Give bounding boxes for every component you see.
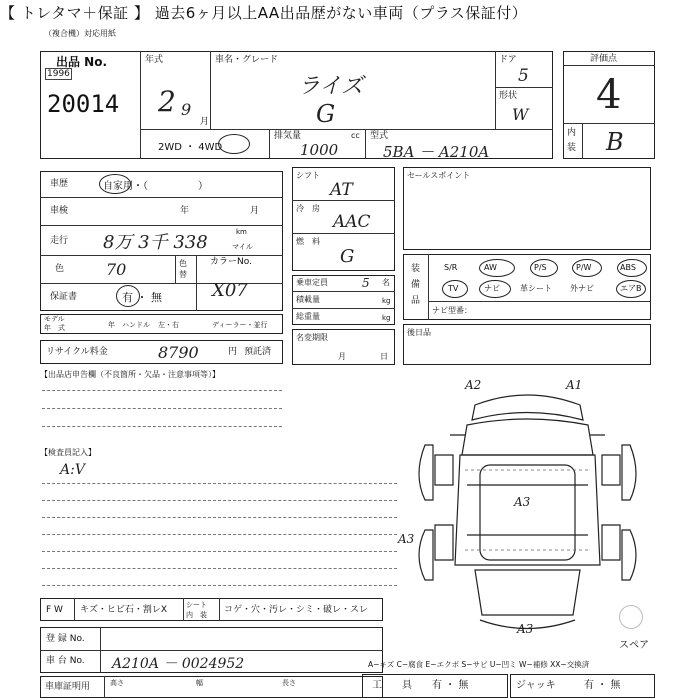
condition-scratch: キズ・ヒビ石・割レX xyxy=(80,605,167,615)
mileage-label: 走行 xyxy=(50,236,69,246)
cert-height: 高さ xyxy=(110,679,124,687)
color-label: 色 xyxy=(55,264,65,274)
drive-options: 2WD ・ 4WD xyxy=(158,142,223,153)
mark-a3-center: A3 xyxy=(514,495,531,509)
gross-unit: kg xyxy=(382,314,391,322)
capacity-label: 乗車定員 xyxy=(296,278,328,287)
condition-seat-items: コゲ・穴・汚レ・シミ・破レ・スレ xyxy=(224,605,369,615)
model-name: ライズ xyxy=(298,74,364,99)
history-label: 車歴 xyxy=(50,179,69,189)
interior-value: B xyxy=(606,128,624,156)
shape-value: W xyxy=(512,105,529,124)
recycle-note: 預託済 xyxy=(244,347,272,357)
tools-options: 有 ・ 無 xyxy=(432,680,469,691)
condition-fw: F W xyxy=(46,605,63,615)
equip-ps: P/S xyxy=(534,263,547,272)
mileage-unit-mile: マイル xyxy=(232,243,253,251)
chassis-value: A210A － 0024952 xyxy=(112,656,245,672)
cert-width: 幅 xyxy=(196,679,203,687)
shape-label: 形状 xyxy=(499,91,518,101)
equipment-label-1: 装 xyxy=(411,264,421,274)
capacity-unit: 名 xyxy=(382,278,390,287)
name-change-month: 月 xyxy=(338,352,346,361)
recycle-unit: 円 xyxy=(228,347,238,357)
equipment-label-2: 備 xyxy=(411,280,421,290)
spare-circle xyxy=(619,605,643,629)
fuel-label: 燃 料 xyxy=(296,237,320,246)
equipment-label-3: 品 xyxy=(411,296,421,306)
name-change-day: 日 xyxy=(380,352,388,361)
equip-tv: TV xyxy=(448,284,459,293)
model-year-lr: 左・右 xyxy=(158,321,179,329)
history-options: 自家用・（ ） xyxy=(103,181,208,192)
registration-label: 登 録 No. xyxy=(46,634,85,644)
equip-navi-model: ナビ型番： xyxy=(432,306,472,315)
equip-airbag-circle xyxy=(616,280,646,298)
model-year-label-1: モデル xyxy=(44,315,65,323)
warranty-options: 有 ・ 無 xyxy=(122,291,162,304)
equip-abs-circle xyxy=(617,259,647,277)
post-date-label: 後日品 xyxy=(407,328,431,337)
lot-number: 20014 xyxy=(47,90,120,118)
equip-navi: ナビ xyxy=(484,284,500,293)
model-year-year: 年 xyxy=(108,321,115,329)
sheet-subtitle: （複合機）対応用紙 xyxy=(44,29,116,38)
equip-ext-navi: 外ナビ xyxy=(570,284,594,293)
ac-label: 冷 房 xyxy=(296,204,320,213)
mark-a1: A1 xyxy=(566,378,583,392)
cert-length: 長さ xyxy=(282,679,296,687)
lot-stamp: 1996 xyxy=(47,69,70,79)
jack-options: 有 ・ 無 xyxy=(584,680,621,691)
color-code: X07 xyxy=(212,280,248,301)
cert-row xyxy=(40,676,383,698)
shift-label: シフト xyxy=(296,171,320,180)
displacement-unit: cc xyxy=(351,131,360,140)
equip-ps-circle xyxy=(530,259,558,277)
sheet-banner: 【 トレタマ＋保証 】 過去6ヶ月以上AA出品歴がない車両（プラス保証付） xyxy=(0,0,700,27)
mark-a2: A2 xyxy=(465,378,482,392)
history-circle xyxy=(99,174,131,194)
ac-value: AAC xyxy=(333,212,371,232)
door-value: 5 xyxy=(518,66,529,86)
load-unit: kg xyxy=(382,297,391,305)
tools-label: 工 具 xyxy=(372,680,412,691)
year-month-label: 月 xyxy=(200,117,210,127)
year-label: 年式 xyxy=(145,55,164,65)
model-grade: G xyxy=(316,100,336,128)
model-year-label-2: 年 式 xyxy=(44,324,65,332)
condition-seat-2: 内 装 xyxy=(186,611,207,619)
mileage-value: 8万 3千 338 xyxy=(103,232,208,253)
equip-pw: P/W xyxy=(576,263,592,272)
displacement-label: 排気量 xyxy=(274,131,302,141)
displacement-value: 1000 xyxy=(300,141,339,159)
equip-navi-circle xyxy=(479,280,511,298)
equip-tv-circle xyxy=(442,280,468,298)
equip-leather: 革シート xyxy=(520,284,552,293)
drive-4wd-circle xyxy=(218,134,250,154)
score-label: 評価点 xyxy=(590,54,618,64)
model-year-dealer: ディーラー・並行 xyxy=(212,321,268,329)
inspection-label: 車検 xyxy=(50,206,69,216)
mark-a3-left: A3 xyxy=(398,532,415,546)
equip-sr: S/R xyxy=(444,263,458,272)
inspector-note: A:V xyxy=(60,462,85,478)
gross-label: 総重量 xyxy=(296,312,320,321)
spare-label: スペア xyxy=(619,640,649,651)
score-value: 4 xyxy=(596,72,622,118)
model-label: 車名・グレード xyxy=(215,55,279,65)
chassis-label: 車 台 No. xyxy=(46,656,85,666)
color-code-label: カラーNo. xyxy=(210,257,252,267)
inspection-month: 月 xyxy=(250,206,260,216)
mileage-unit-km: km xyxy=(236,228,247,236)
report-label: 【出品店申告欄（不良箇所・欠品・注意事項等）】 xyxy=(40,370,220,379)
warranty-label: 保証書 xyxy=(50,292,78,302)
equip-aw-circle xyxy=(479,259,515,277)
model-year-handle: ハンドル xyxy=(122,321,150,329)
equip-abs: ABS xyxy=(620,263,636,272)
car-diagram xyxy=(405,375,650,645)
door-label: ドア xyxy=(499,55,517,65)
equip-airbag: エアB xyxy=(620,284,642,293)
color-value: 70 xyxy=(106,260,127,279)
load-label: 積載量 xyxy=(296,295,320,304)
mark-a3-bottom: A3 xyxy=(517,622,534,636)
sales-point-label: セールスポイント xyxy=(407,171,471,180)
fuel-value: G xyxy=(340,246,355,267)
name-change-label: 名変期限 xyxy=(296,333,328,342)
post-date-box xyxy=(403,324,651,365)
legend-text: A−キズ C−腐食 E−エクボ S−サビ U−凹ミ W−補修 XX−交換済 xyxy=(368,660,590,669)
type-label: 型式 xyxy=(370,131,389,141)
warranty-circle xyxy=(116,285,140,307)
interior-label-2: 装 xyxy=(567,143,577,153)
inspector-label: 【検査員記入】 xyxy=(40,448,96,457)
equip-aw: AW xyxy=(484,263,497,272)
condition-seat-1: シート xyxy=(186,601,207,609)
year-era-value: 2 xyxy=(158,85,176,118)
recycle-label: リサイクル料金 xyxy=(46,347,108,357)
inspection-year: 年 xyxy=(180,206,190,216)
jack-label: ジャッキ xyxy=(516,680,556,691)
color-change-2: 替 xyxy=(179,270,187,279)
capacity-value: 5 xyxy=(362,276,370,290)
recycle-value: 8790 xyxy=(158,343,199,362)
color-change-1: 色 xyxy=(179,259,187,268)
type-value: 5BA － A210A xyxy=(383,143,490,161)
shift-value: AT xyxy=(330,180,353,200)
lot-label: 出品 No. xyxy=(56,55,108,69)
cert-label: 車庫証明用 xyxy=(45,682,91,692)
equip-pw-circle xyxy=(572,259,602,277)
interior-label-1: 内 xyxy=(567,128,577,138)
year-month-value: 9 xyxy=(181,100,192,119)
